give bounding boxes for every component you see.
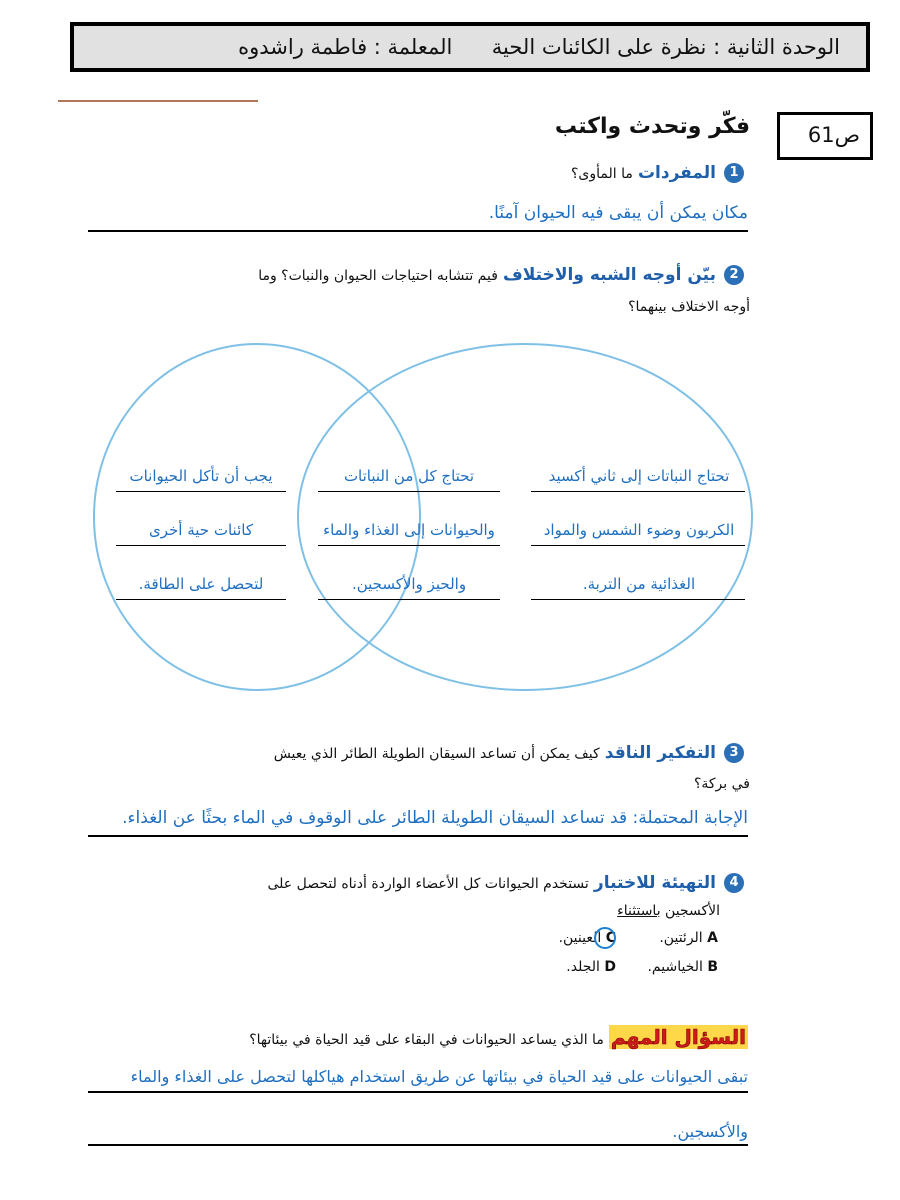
- option-d[interactable]: [566, 959, 616, 975]
- selected-answer-circle: [594, 927, 616, 949]
- question-1-label: المفردات: [637, 163, 716, 183]
- venn-left-text-1: يجب أن تأكل الحيوانات: [129, 467, 273, 485]
- question-2-text-1: فيم تتشابه احتياجات الحيوان والنبات؟ وما: [258, 268, 498, 284]
- question-2-label: بيّن أوجه الشبه والاختلاف: [503, 265, 716, 285]
- question-4-text-2: [617, 903, 720, 919]
- answer-rule: [88, 835, 748, 837]
- option-b-text: الخياشيم.: [647, 959, 703, 975]
- venn-line: [116, 545, 286, 546]
- question-3-number: 3: [724, 743, 744, 763]
- option-b[interactable]: [647, 959, 718, 975]
- venn-right-text-1: تحتاج النباتات إلى ثاني أكسيد: [548, 467, 730, 485]
- option-c-letter: C: [605, 930, 616, 946]
- venn-left-circle: [94, 344, 420, 690]
- venn-right-text-3: الغذائية من التربة.: [582, 575, 696, 593]
- header-teacher: المعلمة : فاطمة راشدوه: [238, 35, 453, 59]
- question-3-text-1: كيف يمكن أن تساعد السيقان الطويلة الطائر الذي يعيش: [273, 746, 600, 762]
- venn-line: [318, 491, 500, 492]
- question-3-line: [274, 743, 716, 763]
- answer-rule: [88, 1144, 748, 1146]
- venn-line: [318, 599, 500, 600]
- question-2-number: 2: [724, 265, 744, 285]
- option-d-text: الجلد.: [566, 959, 600, 975]
- option-a[interactable]: [659, 930, 718, 946]
- question-1-text: ما المأوى؟: [570, 166, 633, 182]
- option-d-letter: D: [604, 959, 616, 975]
- essential-question-label: السؤال المهم: [610, 1025, 746, 1049]
- question-4-prefix: الأكسجين: [665, 903, 720, 919]
- section-title: فكّر وتحدث واكتب: [554, 114, 750, 139]
- header-unit: الوحدة الثانية : نظرة على الكائنات الحية: [491, 35, 840, 59]
- page-number: ص61: [807, 123, 860, 147]
- question-4-number: 4: [724, 873, 744, 893]
- venn-left-text-3: لتحصل على الطاقة.: [138, 575, 264, 593]
- venn-line: [116, 599, 286, 600]
- question-3-text-2: في بركة؟: [693, 776, 750, 792]
- venn-line: [531, 599, 745, 600]
- question-3-answer: الإجابة المحتملة: قد تساعد السيقان الطويلة الطائر على الوقوف في الماء بحثًا عن الغذاء.: [122, 808, 748, 828]
- venn-middle-text-3: والحيز والأكسجين.: [351, 575, 467, 593]
- option-b-letter: B: [707, 959, 718, 975]
- venn-right-circle: [298, 344, 752, 690]
- question-4-line: [267, 873, 716, 893]
- question-3-label: التفكير الناقد: [604, 743, 716, 763]
- question-1-number: 1: [724, 163, 744, 183]
- essential-answer-2: والأكسجين.: [672, 1122, 748, 1141]
- venn-middle-text-2: والحيوانات إلى الغذاء والماء: [323, 521, 495, 539]
- question-4-label: التهيئة للاختبار: [593, 873, 716, 893]
- venn-line: [531, 545, 745, 546]
- venn-line: [116, 491, 286, 492]
- essential-question-line: [249, 1025, 748, 1049]
- option-a-letter: A: [707, 930, 718, 946]
- venn-right-text-2: الكربون وضوء الشمس والمواد: [543, 521, 735, 539]
- venn-left-text-2: كائنات حية أخرى: [149, 521, 253, 539]
- question-4-except: باستثناء: [617, 903, 661, 919]
- essential-question-text: ما الذي يساعد الحيوانات في البقاء على قيد الحياة في بيئاتها؟: [249, 1032, 604, 1048]
- question-1-answer: مكان يمكن أن يبقى فيه الحيوان آمنًا.: [488, 203, 748, 223]
- option-a-text: الرئتين.: [659, 930, 703, 946]
- answer-rule: [88, 1091, 748, 1093]
- venn-middle-text-1: تحتاج كل من النباتات: [343, 467, 475, 485]
- option-c-text: العينين.: [558, 930, 602, 946]
- essential-answer-1: تبقى الحيوانات على قيد الحياة في بيئاتها عن طريق استخدام هياكلها لتحصل على الغذاء والماء: [130, 1067, 748, 1086]
- question-2-text-2: أوجه الاختلاف بينهما؟: [628, 299, 750, 315]
- venn-line: [531, 491, 745, 492]
- venn-line: [318, 545, 500, 546]
- question-4-text-1: تستخدم الحيوانات كل الأعضاء الواردة أدناه لتحصل على: [267, 876, 589, 892]
